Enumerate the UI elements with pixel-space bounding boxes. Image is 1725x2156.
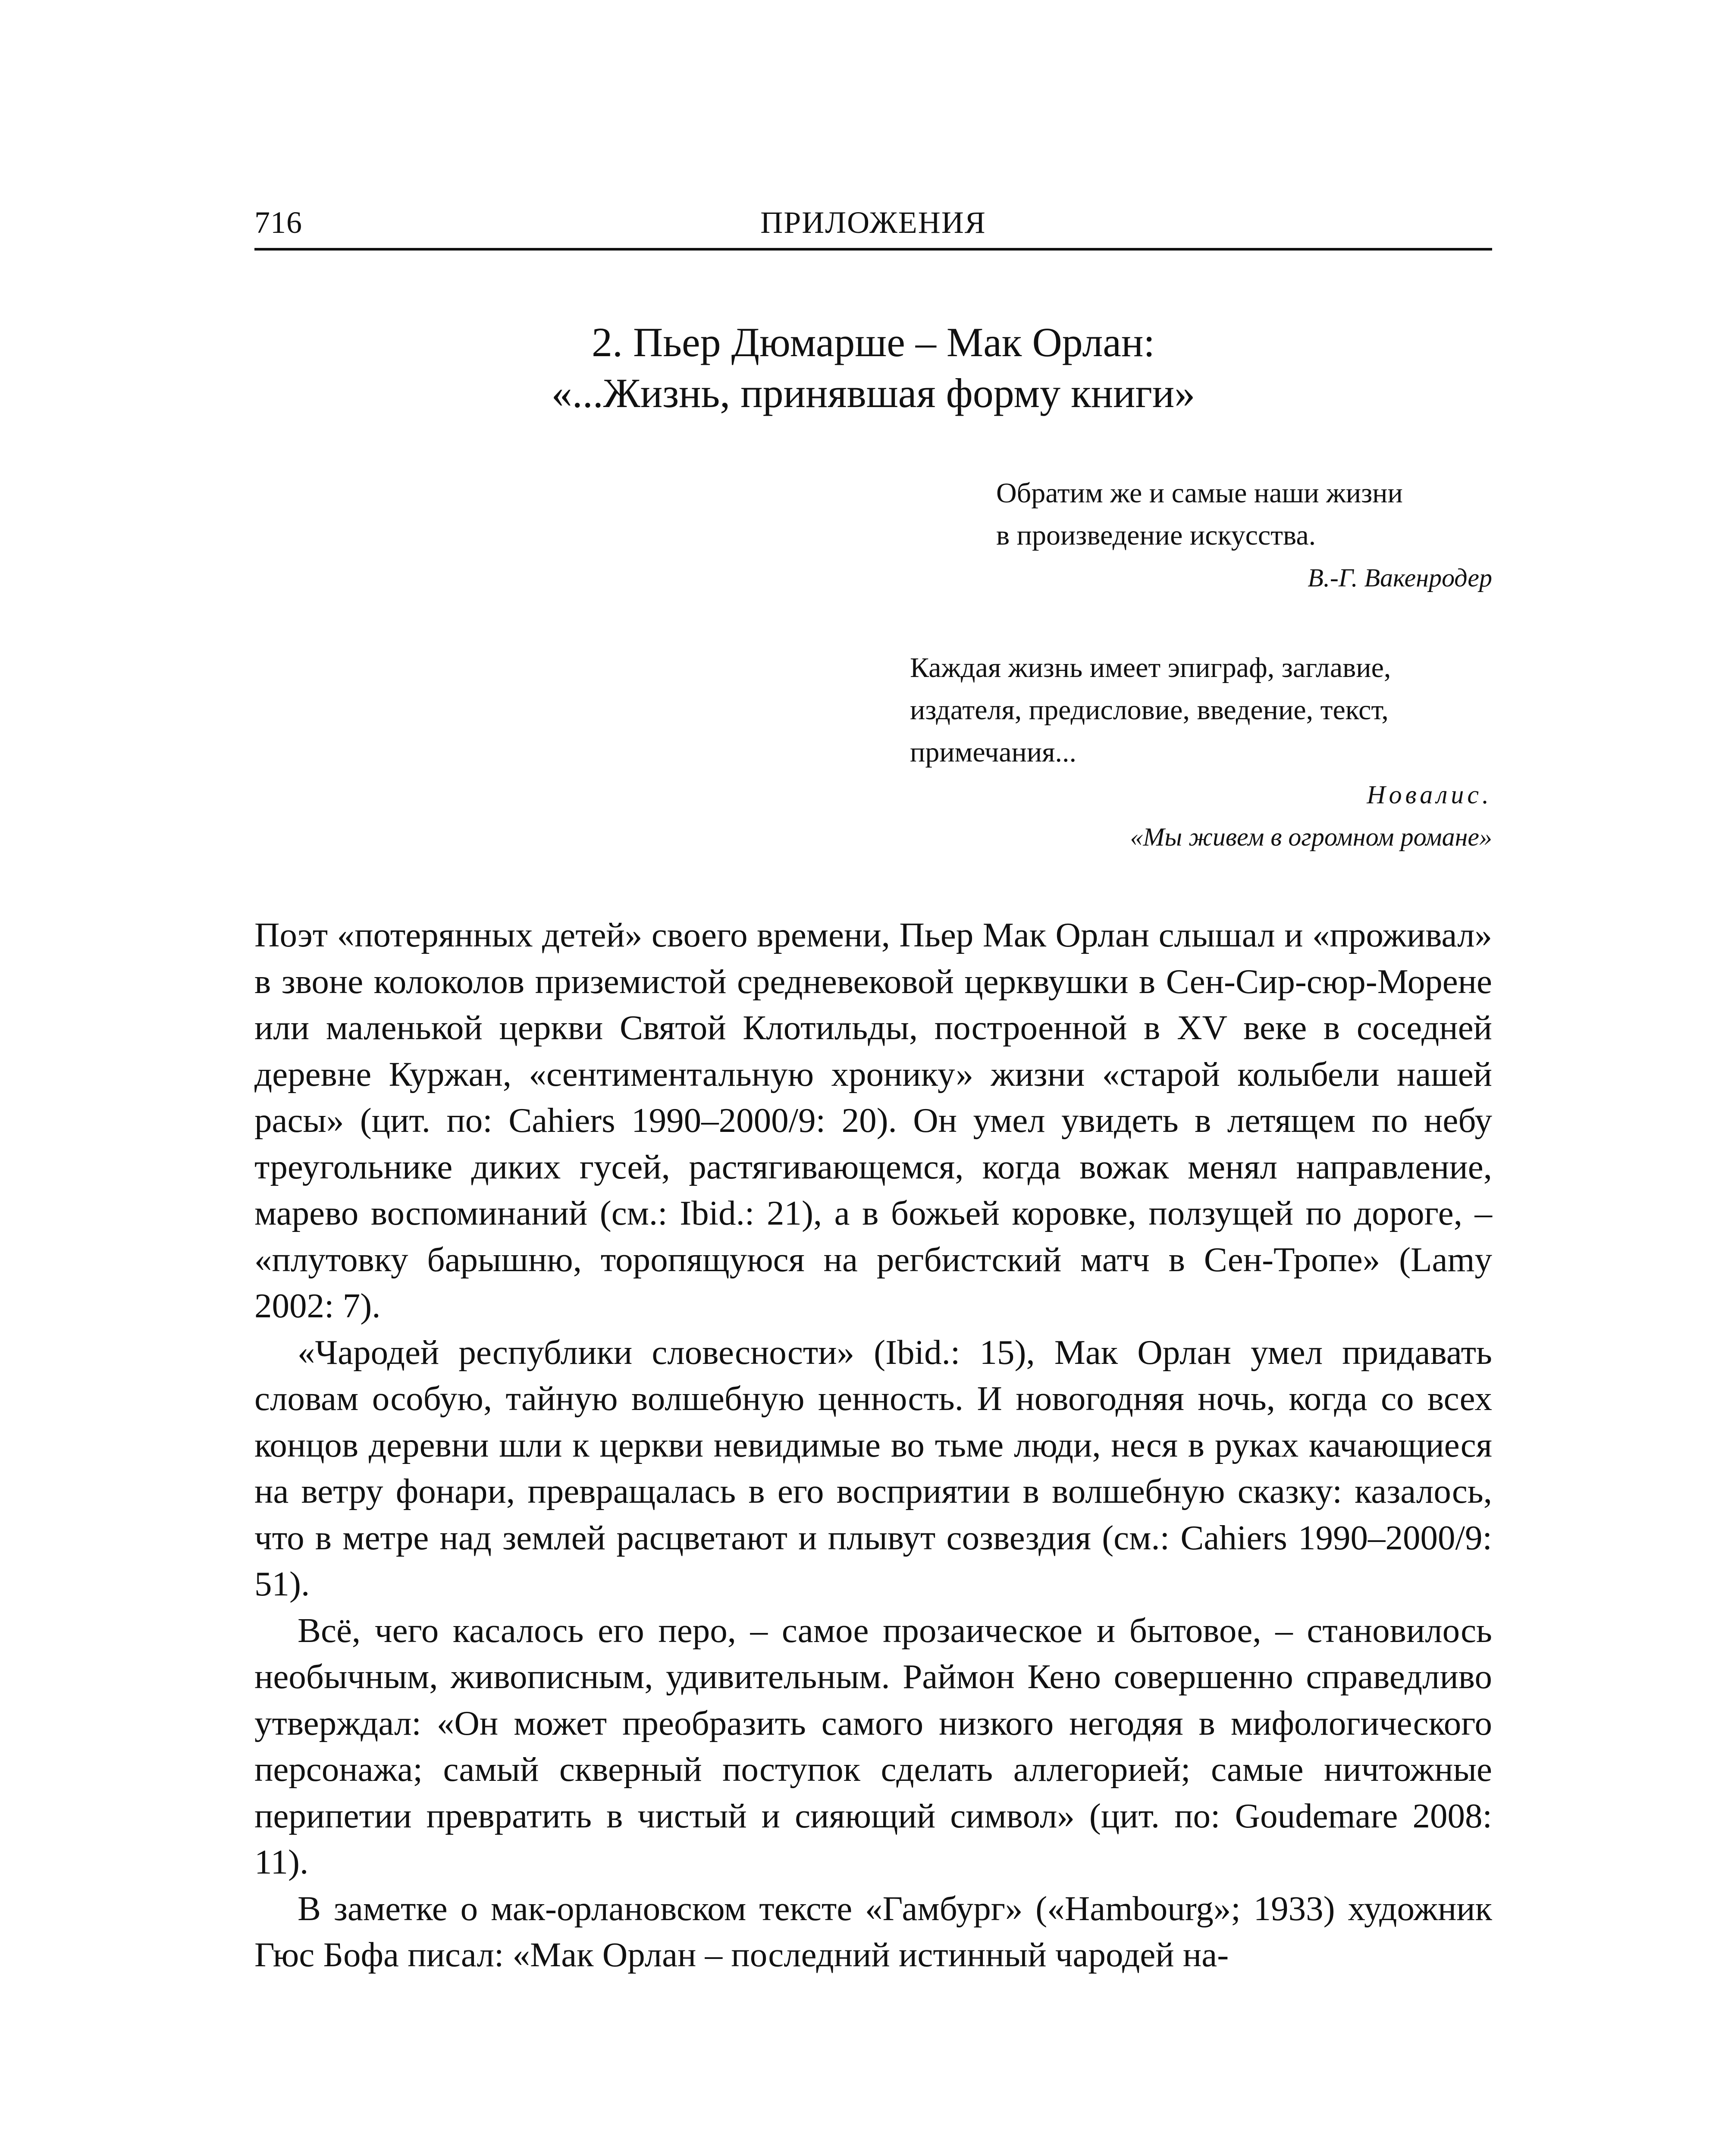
- paragraph: Всё, чего касалось его перо, – самое прозаическое и бытовое, – становилось необычным, живописным, удивительным. Раймон Кено совершенно справедливо утверждал: «Он может преобразить самого низкого негодяя в мифологического персонажа; самый скверный поступок сделать аллегорией; самые ничтожные перипетии превратить в чистый и сияющий символ» (цит. по: Goudemare 2008: 11).: [254, 1611, 1492, 1881]
- page-number: 716: [254, 205, 302, 240]
- epigraph-author: Новалис.: [1367, 780, 1492, 809]
- body-text: [254, 912, 1492, 1978]
- epigraph-line: издателя, предисловие, введение, текст,: [910, 694, 1389, 726]
- epigraph-line: Обратим же и самые наши жизни: [996, 477, 1403, 509]
- chapter-title: [254, 317, 1492, 419]
- epigraph-novalis: [910, 647, 1492, 858]
- epigraph-wackenroder: [996, 472, 1492, 599]
- chapter-title-line-1: 2. Пьер Дюмарше – Мак Орлан:: [591, 319, 1155, 365]
- epigraph-source: «Мы живем в огромном романе»: [1130, 823, 1492, 851]
- epigraph-author: В.-Г. Вакенродер: [1308, 564, 1492, 592]
- running-title: ПРИЛОЖЕНИЯ: [760, 205, 986, 240]
- paragraph: «Чародей республики словесности» (Ibid.: 15), Мак Орлан умел придавать словам особую, тайную волшебную ценность. И новогодняя ночь, когда со всех концов деревни шли к церкви невидимые во тьме люди, неся в руках качающиеся на ветру фонари, превращалась в его восприятии в волшебную сказку: казалось, что в метре над землей расцветают и плывут созвездия (см.: Cahiers 1990–2000/9: 51).: [254, 1332, 1492, 1603]
- epigraph-line: Каждая жизнь имеет эпиграф, заглавие,: [910, 652, 1391, 683]
- chapter-title-line-2: «...Жизнь, принявшая форму книги»: [551, 370, 1195, 416]
- paragraph: Поэт «потерянных детей» своего времени, Пьер Мак Орлан слышал и «проживал» в звоне колоколов приземистой средневековой церквушки в Сен-Сир-сюр-Морене или маленькой церкви Святой Клотильды, построенной в XV веке в соседней деревне Куржан, «сентиментальную хронику» жизни «старой колыбели нашей расы» (цит. по: Cahiers 1990–2000/9: 20). Он умел увидеть в летящем по небу треугольнике диких гусей, растягивающемся, когда вожак менял направление, марево воспоминаний (см.: Ibid.: 21), а в божьей коровке, ползущей по дороге, – «плутовку барышню, торопящуюся на регбистский матч в Сен-Тропе» (Lamy 2002: 7).: [254, 915, 1492, 1325]
- epigraph-line: примечания...: [910, 736, 1077, 768]
- running-head: [254, 196, 1492, 251]
- epigraph-line: в произведение искусства.: [996, 520, 1316, 551]
- paragraph: В заметке о мак-орлановском тексте «Гамбург» («Hambourg»; 1933) художник Гюс Бофа писал: «Мак Орлан – последний истинный чародей на-: [254, 1889, 1492, 1974]
